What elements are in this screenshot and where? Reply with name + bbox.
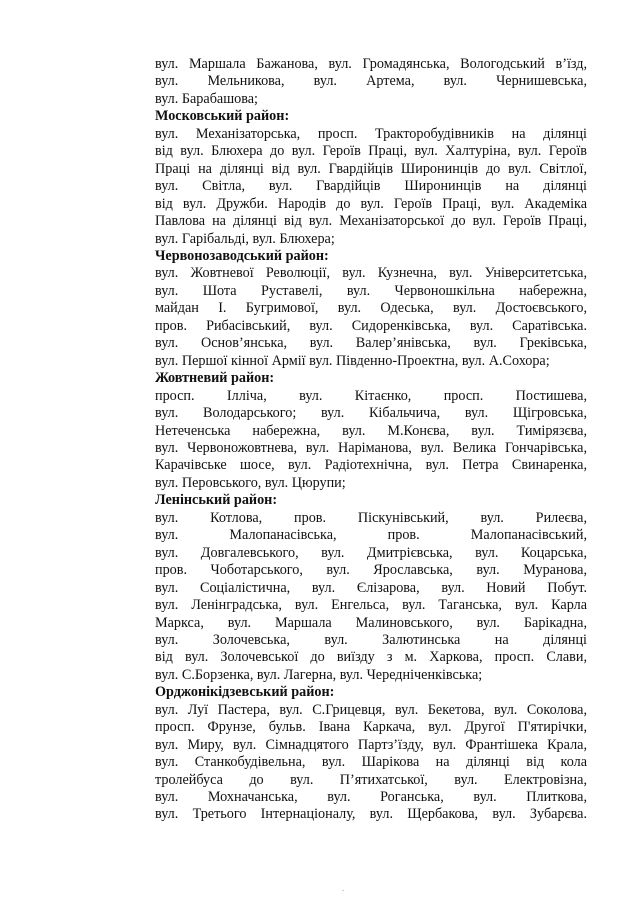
text-line: вул. Червоножовтнева, вул. Наріманова, вул. Велика Гончарівська, — [155, 439, 587, 456]
text-line: вул. Мельникова, вул. Артема, вул. Чернишевська, — [155, 73, 587, 90]
text-line: просп. Фрунзе, бульв. Івана Каркача, вул. Другої П'ятирічки, — [155, 719, 587, 736]
text-line: вул. Першої кінної Армії вул. Південно-Проектна, вул. А.Сохора; — [155, 352, 550, 369]
text-line: вул. Золочевська, вул. Залютинська на ділянці — [155, 631, 587, 648]
text-line: вул. С.Борзенка, вул. Лагерна, вул. Чередніченківська; — [155, 666, 483, 683]
text-line: вул. Барабашова; — [155, 90, 258, 107]
text-line: Маркса, вул. Маршала Малиновського, вул. Барікадна, — [155, 614, 587, 631]
text-line: пров. Рибасівський, вул. Сидоренківська, вул. Саратівська. — [155, 317, 587, 334]
text-line: Карачівське шосе, вул. Радіотехнічна, вул. Петра Свинаренка, — [155, 457, 587, 474]
text-line: просп. Ілліча, вул. Кітаєнко, просп. Постишева, — [155, 387, 587, 404]
text-line: пров. Чоботарського, вул. Ярославська, вул. Муранова, — [155, 562, 587, 579]
page-footer-mark: . — [342, 884, 344, 893]
text-line: вул. Третього Інтернаціоналу, вул. Щербакова, вул. Зубарєва. — [155, 806, 587, 823]
district-heading: Ленінський район: — [155, 492, 278, 509]
text-line: вул. Ленінградська, вул. Енгельса, вул. Таганська, вул. Карла — [155, 597, 587, 614]
text-line: вул. Малопанасівська, пров. Малопанасівський, — [155, 527, 587, 544]
text-line: вул. Соціалістична, вул. Єлізарова, вул. Новий Побут. — [155, 579, 587, 596]
district-heading: Московський район: — [155, 108, 290, 125]
text-line: вул. Жовтневої Революції, вул. Кузнечна, вул. Університетська, — [155, 265, 587, 282]
district-heading: Червонозаводський район: — [155, 247, 329, 264]
text-line: вул. Станкобудівельна, вул. Шарікова на ділянці від кола — [155, 754, 587, 771]
district-heading: Жовтневий район: — [155, 370, 275, 387]
text-line: вул. Основ’янська, вул. Валер’янівська, вул. Греківська, — [155, 335, 587, 352]
text-line: вул. Шота Руставелі, вул. Червоношкільна набережна, — [155, 282, 587, 299]
text-line: вул. Володарського; вул. Кібальчича, вул. Щігровська, — [155, 405, 587, 422]
text-line: Праці на ділянці від вул. Гвардійців Широнинців до вул. Світлої, — [155, 160, 587, 177]
text-line: вул. Мохначанська, вул. Роганська, вул. Плиткова, — [155, 789, 587, 806]
text-line: вул. Гарібальді, вул. Блюхера; — [155, 230, 335, 247]
text-line: Павлова на ділянці від вул. Механізаторської до вул. Героїв Праці, — [155, 213, 587, 230]
text-line: вул. Миру, вул. Сімнадцятого Партз’їзду, вул. Франтішека Крала, — [155, 736, 587, 753]
text-line: вул. Луї Пастера, вул. С.Грицевця, вул. Бекетова, вул. Соколова, — [155, 701, 587, 718]
district-heading: Орджонікідзевський район: — [155, 684, 335, 701]
text-line: вул. Довгалевського, вул. Дмитрієвська, вул. Коцарська, — [155, 544, 587, 561]
text-line: від вул. Золочевської до виїзду з м. Харкова, просп. Слави, — [155, 649, 587, 666]
text-line: тролейбуса до вул. П’ятихатської, вул. Електровізна, — [155, 771, 587, 788]
text-line: Нетеченська набережна, вул. М.Конєва, вул. Тимірязєва, — [155, 422, 587, 439]
text-line: вул. Світла, вул. Гвардійців Широнинців на ділянці — [155, 178, 587, 195]
text-line: майдан І. Бугримової, вул. Одеська, вул. Достоєвського, — [155, 300, 587, 317]
text-line: вул. Маршала Бажанова, вул. Громадянська, Вологодський в’їзд, — [155, 56, 587, 72]
text-line: від вул. Блюхера до вул. Героїв Праці, вул. Халтуріна, вул. Героїв — [155, 143, 587, 160]
text-line: вул. Перовського, вул. Цюрупи; — [155, 474, 346, 491]
text-line: вул. Котлова, пров. Піскунівський, вул. Рилеєва, — [155, 509, 587, 526]
text-line: вул. Механізаторська, просп. Тракторобудівників на ділянці — [155, 125, 587, 142]
text-line: від вул. Дружби. Народів до вул. Героїв Праці, вул. Академіка — [155, 195, 587, 212]
